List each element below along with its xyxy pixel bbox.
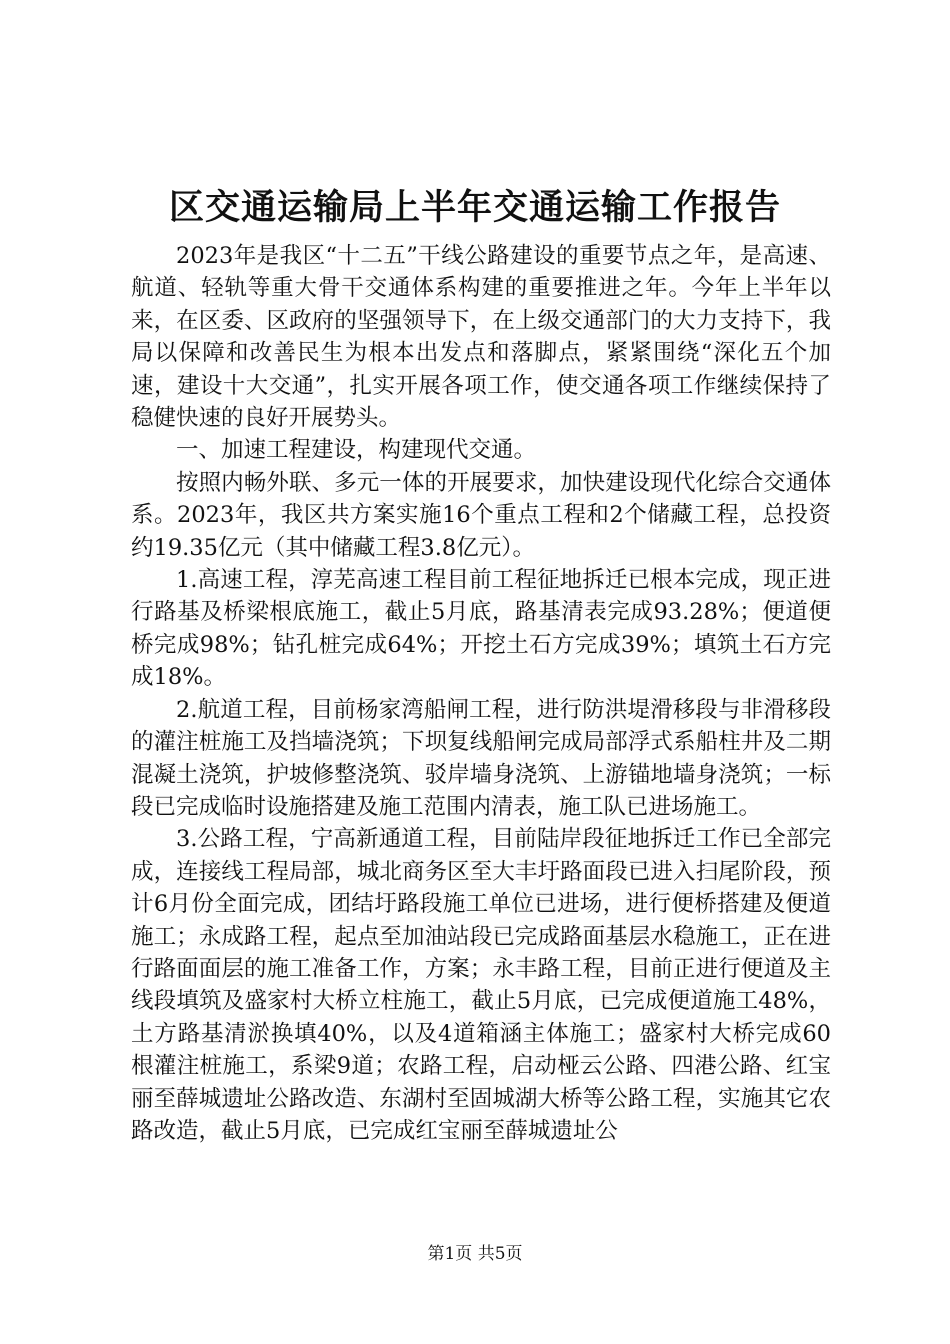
paragraph-road: 3.公路工程，宁高新通道工程，目前陆岸段征地拆迁工作已全部完成，连接线工程局部，城北商务区至大丰圩路面段已进入扫尾阶段，预计6月份全面完成，团结圩路段施工单位已进场，进行便桥搭建及便道施工；永成路工程，起点至加油站段已完成路面基层水稳施工，正在进行路面面层的施工准备工作，方案；永丰路工程，目前正进行便道及主线段填筑及盛家村大桥立柱施工，截止5月底，已完成便道施工48%，土方路基清淤换填40%，以及4道箱涵主体施工；盛家村大桥完成60根灌注桩施工，系梁9道；农路工程，启动桠云公路、四港公路、红宝丽至薛城遗址公路改造、东湖村至固城湖大桥等公路工程，实施其它农路改造，截止5月底，已完成红宝丽至薛城遗址公: [131, 826, 831, 1144]
paragraph-overview: 按照内畅外联、多元一体的开展要求，加快建设现代化综合交通体系。2023年，我区共方案实施16个重点工程和2个储藏工程，总投资约19.35亿元（其中储藏工程3.8亿元）。: [131, 469, 831, 561]
document-title: 区交通运输局上半年交通运输工作报告: [168, 187, 781, 228]
document-body: [131, 240, 831, 1147]
paragraph-intro: 2023年是我区“十二五”干线公路建设的重要节点之年，是高速、航道、轻轨等重大骨干交通体系构建的重要推进之年。今年上半年以来，在区委、区政府的坚强领导下，在上级交通部门的大力支持下，我局以保障和改善民生为根本出发点和落脚点，紧紧围绕“深化五个加速，建设十大交通”，扎实开展各项工作，使交通各项工作继续保持了稳健快速的良好开展势头。: [131, 243, 831, 432]
paragraph-highway: 1.高速工程，淳芜高速工程目前工程征地拆迁已根本完成，现正进行路基及桥梁根底施工，截止5月底，路基清表完成93.28%；便道便桥完成98%；钻孔桩完成64%；开挖土石方完成39%；填筑土石方完成18%。: [131, 567, 831, 691]
section-heading: 一、加速工程建设，构建现代交通。: [176, 437, 537, 464]
paragraph-waterway: 2.航道工程，目前杨家湾船闸工程，进行防洪堤滑移段与非滑移段的灌注桩施工及挡墙浇筑；下坝复线船闸完成局部浮式系船柱井及二期混凝土浇筑，护坡修整浇筑、驳岸墙身浇筑、上游锚地墙身浇筑；一标段已完成临时设施搭建及施工范围内清表，施工队已进场施工。: [131, 696, 831, 820]
page-number-footer: 第1页 共5页: [427, 1244, 523, 1264]
